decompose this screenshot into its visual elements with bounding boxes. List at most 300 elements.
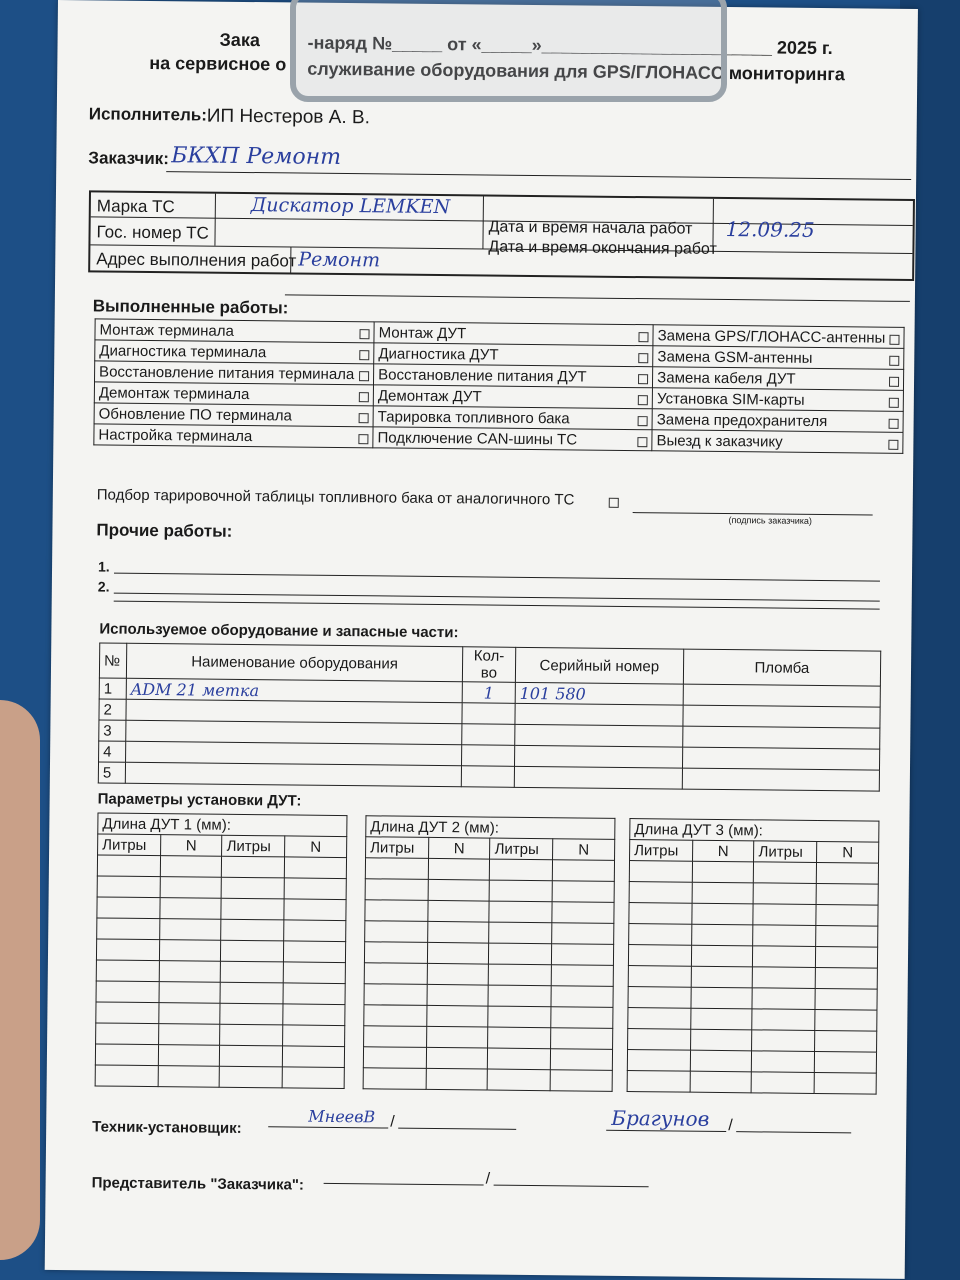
dut-header-cell: N [817, 841, 879, 863]
dut-cell[interactable] [159, 961, 221, 983]
equipment-cell[interactable] [125, 762, 461, 787]
work-label: Демонтаж ДУТ [377, 386, 482, 405]
dut-cell[interactable] [816, 862, 878, 884]
plate-label: Гос. номер ТС [96, 222, 209, 243]
dut-cell[interactable] [690, 1071, 752, 1093]
dut-row [364, 1005, 613, 1029]
dut-cell[interactable] [627, 1050, 690, 1072]
other-item-1: 1. [97, 558, 110, 575]
dut-row [627, 1071, 876, 1095]
dut-row [96, 960, 345, 984]
dut-cell[interactable] [489, 901, 552, 923]
dut-cell[interactable] [690, 1029, 752, 1051]
dut-cell[interactable] [364, 942, 427, 964]
works-title: Выполненные работы: [92, 296, 289, 318]
dut-cell[interactable] [692, 861, 754, 883]
dut-row [629, 924, 878, 948]
dut-cell[interactable] [220, 1024, 283, 1046]
header-line2-left: на сервисное о [149, 52, 287, 75]
equipment-header-cell: Кол-во [462, 647, 515, 683]
dut-cell[interactable] [221, 919, 284, 941]
dut-cell[interactable] [551, 986, 613, 1008]
equipment-header-cell: Наименование оборудования [126, 643, 462, 682]
dut-cell[interactable] [488, 985, 551, 1007]
dut-cell[interactable] [158, 1045, 220, 1067]
dut-header-cell: Литры [630, 840, 693, 862]
dut-cell[interactable] [692, 903, 754, 925]
dut-cell[interactable] [551, 1049, 613, 1071]
work-checkbox[interactable] [358, 434, 368, 444]
dut-table-3 [627, 818, 880, 1095]
dut-cell[interactable] [816, 883, 878, 905]
dut-cell[interactable] [552, 881, 614, 903]
dut-cell[interactable] [815, 1009, 877, 1031]
equipment-cell[interactable]: 1 [99, 678, 126, 699]
dut-cell[interactable] [97, 897, 160, 919]
dut-cell[interactable] [285, 857, 347, 879]
work-cell [373, 406, 652, 430]
dut-cell[interactable] [428, 858, 490, 880]
work-checkbox[interactable] [638, 437, 648, 447]
dut-cell[interactable] [428, 879, 490, 901]
dut-cell[interactable] [490, 859, 553, 881]
dut-row [628, 1008, 877, 1032]
equipment-cell[interactable] [683, 705, 880, 728]
header-line1-left: Зака [219, 29, 261, 51]
dut-cell[interactable] [283, 1046, 345, 1068]
dut-cell[interactable] [97, 876, 160, 898]
work-order-sheet: Зака -наряд №_____ от «_____»_______________________ 2025 г. на сервисное о служивание оборудования для GPS/ГЛОНАСС мониторинга Исполнитель: ИП Нестеров А. В. Заказчик: БКХП Ремонт Марка ТС Дискатор LEMKEN Гос. номер ТС Дата и время начала работ 12.09.25 Дата и время окончания работ Адрес выполнения работ Ремонт Выполненные работы: Монтаж терминала Монтаж ДУТ Замена GPS/ГЛОНАСС-антенны Диагностика терминала Диагностика ДУТ Замена GSM-антенны Восстановление питания терминала Восстановление питания ДУТ Замена кабеля ДУТ Демонтаж терминала Демонтаж ДУТ Установка SIM-карты Обновление ПО терминала Тарировка топливного бака Замена предохранителя Настройка терминала Подключение CAN-шины ТС Выезд к заказчику Подбор тарировочной таблицы топливного бака от аналогичного ТС (подпись заказчика) Прочие работы: 1. 2. Используемое оборудование и запасные части: № Наименование оборудования Кол-во Серийный номер Пломба 1 ADM 21 метка 1 101 580 2 3 4 5 Параметры установки ДУТ: Длина ДУТ 1 (мм): Литры N Литры N Длина ДУТ 2 (мм): Литры N Литры N Длина ДУТ 3 (мм): Литры N Литры N Техник-установщик: МнеевВ / Брагунов / Представитель "Заказчика": / [45, 0, 918, 1279]
dut-cell[interactable] [427, 942, 489, 964]
dut-cell[interactable] [490, 880, 553, 902]
dut-cell[interactable] [489, 922, 552, 944]
work-label: Обновление ПО терминала [98, 404, 292, 424]
dut-cell[interactable] [815, 1030, 877, 1052]
dut-row [97, 918, 346, 942]
dut-cell[interactable] [96, 1023, 159, 1045]
dut-cell[interactable] [690, 1050, 752, 1072]
dut-row [365, 879, 614, 903]
work-cell [94, 424, 373, 448]
work-cell [373, 427, 652, 451]
work-cell [653, 367, 904, 391]
work-label: Замена GPS/ГЛОНАСС-антенны [657, 326, 886, 347]
vehicle-box [88, 190, 915, 281]
dut-row [96, 981, 345, 1005]
equipment-cell[interactable] [515, 724, 683, 747]
dut-cell[interactable] [96, 981, 159, 1003]
dut-cell[interactable] [283, 962, 345, 984]
work-checkbox[interactable] [360, 329, 370, 339]
dut-cell[interactable] [488, 1006, 551, 1028]
dut-cell[interactable] [628, 987, 691, 1009]
dut-cell[interactable] [283, 983, 345, 1005]
dut-cell[interactable] [364, 963, 427, 985]
work-label: Демонтаж терминала [98, 383, 250, 403]
start-label: Дата и время начала работ [488, 218, 693, 238]
dut-cell[interactable] [159, 940, 221, 962]
tech-label: Техник-установщик: [92, 1118, 242, 1137]
works-table [93, 318, 904, 453]
dut-cell[interactable] [284, 899, 346, 921]
equipment-header-cell: Серийный номер [515, 647, 683, 684]
work-cell [374, 343, 653, 367]
dut-cell[interactable] [97, 855, 160, 877]
dut-cell[interactable] [628, 1008, 691, 1030]
dut-header-cell: N [692, 840, 754, 862]
dut-row [96, 939, 345, 963]
equipment-cell[interactable]: 1 [462, 682, 515, 704]
work-checkbox[interactable] [638, 353, 648, 363]
dut-cell[interactable] [691, 945, 753, 967]
dut-row [365, 858, 614, 882]
dut-length-label[interactable]: Длина ДУТ 3 (мм): [630, 819, 879, 843]
dut-cell[interactable] [815, 1051, 877, 1073]
equipment-table [98, 642, 881, 791]
customer-label: Заказчик: [88, 148, 170, 169]
dut-cell[interactable] [752, 988, 815, 1010]
dut-cell[interactable] [754, 862, 817, 884]
dut-cell[interactable] [158, 1066, 220, 1088]
work-label: Подключение CAN-шины ТС [377, 428, 578, 448]
dut-cell[interactable] [96, 939, 159, 961]
work-checkbox[interactable] [889, 334, 899, 344]
dut-row [363, 1068, 612, 1092]
dut-cell[interactable] [628, 1029, 691, 1051]
dut-row [96, 1023, 345, 1047]
dut-header-cell: Литры [366, 837, 429, 859]
work-label: Замена предохранителя [656, 410, 828, 430]
equipment-cell[interactable] [514, 766, 682, 789]
dut-header-cell: N [285, 836, 347, 858]
dut-cell[interactable] [158, 1024, 220, 1046]
dut-cell[interactable] [363, 1047, 426, 1069]
dut-table-2 [363, 815, 616, 1092]
other-works-title: Прочие работы: [96, 520, 233, 541]
dut-cell[interactable] [97, 918, 160, 940]
calibration-text: Подбор тарировочной таблицы топливного бака от аналогичного ТС [96, 486, 575, 509]
dut-cell[interactable] [284, 920, 346, 942]
dut-row [96, 1002, 345, 1026]
work-cell [652, 388, 903, 412]
header-line1-right: -наряд №_____ от «_____»_______________________ 2025 г. [307, 32, 833, 59]
work-cell [653, 325, 904, 349]
tech-signature-2: Брагунов [611, 1105, 710, 1131]
dut-cell[interactable] [754, 883, 817, 905]
dut-row [628, 987, 877, 1011]
dut-cell[interactable] [160, 856, 222, 878]
equipment-cell[interactable] [462, 724, 515, 746]
dut-header-cell: N [553, 839, 615, 861]
work-label: Выезд к заказчику [656, 431, 783, 451]
other-item-2: 2. [97, 578, 110, 595]
dut-cell[interactable] [629, 924, 692, 946]
equipment-title: Используемое оборудование и запасные части: [99, 620, 459, 642]
dut-cell[interactable] [282, 1067, 344, 1089]
dut-cell[interactable] [95, 1065, 158, 1087]
equipment-header-cell: Пломба [683, 649, 881, 686]
work-label: Монтаж ДУТ [378, 323, 467, 342]
dut-row [363, 1047, 612, 1071]
dut-cell[interactable] [552, 902, 614, 924]
dut-cell[interactable] [96, 960, 159, 982]
dut-row [95, 1044, 344, 1068]
equipment-cell[interactable] [462, 703, 515, 725]
work-cell [652, 430, 903, 454]
dut-header-cell: Литры [222, 835, 285, 857]
dut-cell[interactable] [160, 877, 222, 899]
brand-label: Марка ТС [96, 196, 175, 217]
dut-cell[interactable] [426, 1026, 488, 1048]
dut-cell[interactable] [628, 966, 691, 988]
address-value: Ремонт [298, 248, 381, 272]
address-label: Адрес выполнения работ [96, 249, 297, 271]
work-cell [653, 346, 904, 370]
dut-cell[interactable] [160, 898, 222, 920]
work-checkbox[interactable] [638, 395, 648, 405]
dut-row [95, 1065, 344, 1089]
work-checkbox[interactable] [889, 376, 899, 386]
work-checkbox[interactable] [359, 392, 369, 402]
dut-row [97, 876, 346, 900]
work-checkbox[interactable] [638, 374, 648, 384]
dut-row [364, 942, 613, 966]
dut-cell[interactable] [220, 1003, 283, 1025]
dut-row [629, 903, 878, 927]
dut-cell[interactable] [222, 877, 285, 899]
dut-header-cell: N [428, 837, 490, 859]
dut-cell[interactable] [96, 1002, 159, 1024]
work-checkbox[interactable] [889, 397, 899, 407]
dut-cell[interactable] [284, 878, 346, 900]
dut-cell[interactable] [753, 946, 816, 968]
dut-header-cell: Литры [754, 841, 817, 863]
dut-cell[interactable] [365, 900, 428, 922]
end-label: Дата и время окончания работ [488, 238, 717, 258]
dut-header-cell: Литры [490, 838, 553, 860]
dut-cell[interactable] [691, 966, 753, 988]
dut-cell[interactable] [691, 924, 753, 946]
dut-cell[interactable] [427, 984, 489, 1006]
dut-cell[interactable] [629, 861, 692, 883]
dut-cell[interactable] [221, 940, 284, 962]
dut-row [364, 984, 613, 1008]
dut-cell[interactable] [691, 987, 753, 1009]
dut-cell[interactable] [628, 945, 691, 967]
dut-row [97, 855, 346, 879]
equipment-cell[interactable] [515, 703, 683, 726]
equipment-cell[interactable] [682, 747, 879, 770]
dut-cell[interactable] [553, 860, 615, 882]
work-cell [373, 385, 652, 409]
equipment-header-cell: № [99, 643, 126, 678]
dut-cell[interactable] [365, 921, 428, 943]
work-label: Настройка терминала [98, 425, 253, 445]
equipment-cell[interactable]: 3 [99, 720, 126, 741]
dut-row [627, 1050, 876, 1074]
dut-row [97, 897, 346, 921]
work-label: Восстановление питания терминала [99, 362, 355, 383]
dut-cell[interactable] [488, 1069, 551, 1091]
dut-cell[interactable] [489, 964, 552, 986]
dut-cell[interactable] [364, 1005, 427, 1027]
work-checkbox[interactable] [888, 439, 898, 449]
work-label: Восстановление питания ДУТ [378, 365, 587, 386]
equipment-cell[interactable] [682, 768, 879, 791]
dut-row [364, 1026, 613, 1050]
customer-value: БКХП Ремонт [171, 143, 342, 170]
equipment-cell[interactable]: 4 [99, 741, 126, 762]
work-cell [95, 319, 374, 343]
dut-row [628, 966, 877, 990]
dut-cell[interactable] [159, 982, 221, 1004]
customer-rep-label: Представитель "Заказчика": [91, 1174, 305, 1194]
work-label: Диагностика терминала [99, 341, 267, 361]
work-cell [95, 361, 374, 385]
dut-cell[interactable] [815, 988, 877, 1010]
clipboard-clip [290, 0, 727, 102]
dut-cell[interactable] [364, 1026, 427, 1048]
work-cell [652, 409, 903, 433]
dut-cell[interactable] [552, 944, 614, 966]
dut-cell[interactable] [365, 879, 428, 901]
dut-header-cell: Литры [98, 834, 161, 856]
dut-length-label[interactable]: Длина ДУТ 2 (мм): [366, 816, 615, 840]
work-label: Монтаж терминала [99, 320, 234, 340]
dut-cell[interactable] [428, 900, 490, 922]
executor-label: Исполнитель: [88, 104, 208, 125]
dut-cell[interactable] [752, 1051, 815, 1073]
equipment-cell[interactable]: 5 [98, 762, 125, 783]
dut-cell[interactable] [95, 1044, 158, 1066]
work-checkbox[interactable] [638, 416, 648, 426]
dut-cell[interactable] [753, 904, 816, 926]
dut-cell[interactable] [284, 941, 346, 963]
work-label: Тарировка топливного бака [377, 407, 570, 427]
header-line2-right: служивание оборудования для GPS/ГЛОНАСС мониторинга [307, 58, 845, 85]
dut-row [629, 861, 878, 885]
work-label: Замена кабеля ДУТ [657, 368, 796, 388]
equipment-cell[interactable]: 2 [99, 699, 126, 720]
work-cell [94, 403, 373, 427]
tech-signature-1: МнеевВ [308, 1106, 376, 1127]
dut-cell[interactable] [159, 919, 221, 941]
dut-cell[interactable] [220, 982, 283, 1004]
work-checkbox[interactable] [889, 355, 899, 365]
dut-row [629, 882, 878, 906]
dut-cell[interactable] [220, 1066, 283, 1088]
equipment-cell[interactable]: ADM 21 метка [126, 678, 462, 703]
dut-cell[interactable] [816, 904, 878, 926]
dut-cell[interactable] [159, 1003, 221, 1025]
equipment-cell[interactable] [683, 684, 880, 707]
dut-cell[interactable] [816, 925, 878, 947]
dut-row [628, 945, 877, 969]
dut-row [365, 921, 614, 945]
dut-title: Параметры установки ДУТ: [97, 790, 302, 810]
dut-row [364, 963, 613, 987]
work-checkbox[interactable] [359, 371, 369, 381]
dut-cell[interactable] [690, 1008, 752, 1030]
dut-cell[interactable] [752, 1009, 815, 1031]
dut-cell[interactable] [753, 967, 816, 989]
dut-cell[interactable] [426, 1068, 488, 1090]
dut-cell[interactable] [551, 965, 613, 987]
dut-cell[interactable] [283, 1025, 345, 1047]
dut-cell[interactable] [221, 898, 284, 920]
dut-cell[interactable] [552, 923, 614, 945]
dut-cell[interactable] [551, 1028, 613, 1050]
calibration-checkbox[interactable] [609, 498, 619, 508]
dut-cell[interactable] [629, 903, 692, 925]
dut-cell[interactable] [752, 1072, 815, 1094]
dut-cell[interactable] [629, 882, 692, 904]
customer-line [166, 171, 911, 180]
dut-cell[interactable] [816, 946, 878, 968]
work-checkbox[interactable] [359, 350, 369, 360]
work-checkbox[interactable] [359, 413, 369, 423]
work-cell [374, 322, 653, 346]
work-cell [95, 340, 374, 364]
dut-cell[interactable] [426, 1047, 488, 1069]
brand-value: Дискатор LEMKEN [250, 194, 451, 219]
equipment-cell[interactable] [461, 766, 514, 788]
dut-cell[interactable] [692, 882, 754, 904]
dut-cell[interactable] [752, 1030, 815, 1052]
equipment-cell[interactable]: 101 580 [515, 682, 683, 705]
dut-cell[interactable] [814, 1072, 876, 1094]
dut-cell[interactable] [551, 1007, 613, 1029]
dut-cell[interactable] [753, 925, 816, 947]
work-checkbox[interactable] [889, 418, 899, 428]
dut-cell[interactable] [364, 984, 427, 1006]
dut-cell[interactable] [488, 1027, 551, 1049]
work-checkbox[interactable] [639, 332, 649, 342]
dut-length-label[interactable]: Длина ДУТ 1 (мм): [98, 813, 347, 837]
dut-row [365, 900, 614, 924]
dut-cell[interactable] [550, 1070, 612, 1092]
equipment-cell[interactable] [462, 745, 515, 767]
dut-cell[interactable] [426, 1005, 488, 1027]
dut-cell[interactable] [222, 856, 285, 878]
start-value: 12.09.25 [725, 217, 815, 242]
work-label: Установка SIM-карты [656, 389, 805, 409]
dut-cell[interactable] [427, 921, 489, 943]
dut-cell[interactable] [427, 963, 489, 985]
dut-cell[interactable] [221, 961, 284, 983]
work-cell [374, 364, 653, 388]
dut-cell[interactable] [220, 1045, 283, 1067]
work-cell [94, 382, 373, 406]
dut-cell[interactable] [627, 1071, 690, 1093]
thumb [0, 700, 40, 1260]
customer-sign-caption: (подпись заказчика) [728, 515, 813, 526]
dut-cell[interactable] [283, 1004, 345, 1026]
dut-cell[interactable] [489, 943, 552, 965]
equipment-cell[interactable] [682, 726, 879, 749]
executor-value: ИП Нестеров А. В. [206, 105, 371, 129]
dut-row [628, 1029, 877, 1053]
dut-table-1 [95, 812, 348, 1089]
work-label: Диагностика ДУТ [378, 344, 499, 364]
dut-cell[interactable] [488, 1048, 551, 1070]
dut-cell[interactable] [363, 1068, 426, 1090]
dut-cell[interactable] [365, 858, 428, 880]
dut-cell[interactable] [815, 967, 877, 989]
dut-header-cell: N [160, 835, 222, 857]
work-label: Замена GSM-антенны [657, 347, 813, 367]
equipment-cell[interactable] [514, 745, 682, 768]
